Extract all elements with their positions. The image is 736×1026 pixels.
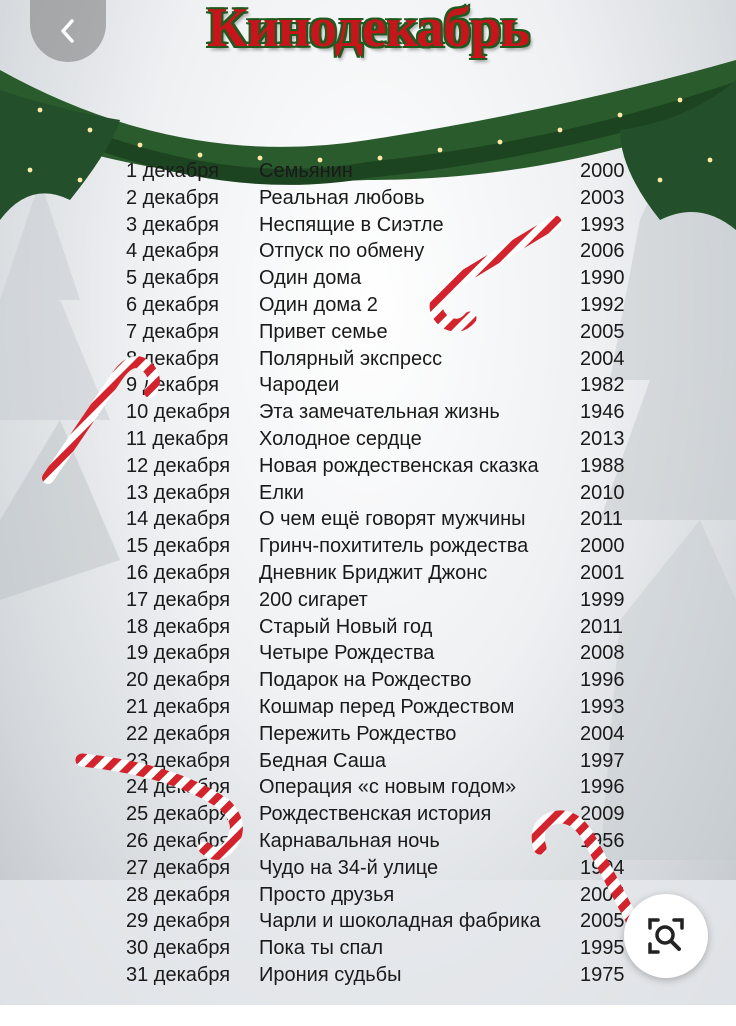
schedule-row: [0, 158, 736, 185]
schedule-date: 25 декабря: [126, 803, 231, 826]
movie-title: Дневник Бриджит Джонс: [259, 562, 488, 584]
schedule-row: [0, 774, 736, 801]
movie-title: Холодное сердце: [259, 428, 422, 450]
schedule-row: [0, 212, 736, 239]
release-year: 2000: [580, 535, 625, 558]
movie-title: Отпуск по обмену: [259, 240, 425, 263]
schedule-row: [0, 828, 736, 855]
schedule-date: 17 декабря: [126, 588, 231, 611]
movie-title: Привет семье: [259, 320, 388, 343]
movie-title: Один дома: [259, 267, 362, 290]
movie-title: Просто друзья: [259, 883, 395, 906]
schedule-date: 23 декабря: [126, 749, 231, 772]
schedule-row: [0, 721, 736, 748]
movie-title: Елки: [259, 481, 304, 504]
schedule-row: [0, 748, 736, 775]
release-year: 2000: [580, 160, 625, 182]
release-year: 1946: [580, 401, 625, 424]
movie-title: Рождественская история: [259, 803, 492, 826]
release-year: 1975: [580, 964, 625, 986]
visual-search-button[interactable]: [624, 894, 708, 978]
schedule-date: 21 декабря: [126, 696, 231, 718]
movie-title: Карнавальная ночь: [259, 830, 440, 852]
schedule-row: [0, 453, 736, 480]
schedule-date: 8 декабря: [126, 347, 219, 370]
release-year: 1992: [580, 294, 625, 316]
movie-title: Пережить Рождество: [259, 722, 457, 745]
schedule-date: 5 декабря: [126, 267, 219, 290]
schedule-date: 2 декабря: [126, 186, 219, 209]
schedule-date: 6 декабря: [126, 294, 219, 316]
release-year: 2004: [580, 722, 625, 745]
release-year: 1993: [580, 213, 625, 236]
schedule-row: [0, 372, 736, 399]
schedule-date: 3 декабря: [126, 213, 219, 236]
movie-title: Пока ты спал: [259, 937, 384, 960]
movie-title: Неспящие в Сиэтле: [259, 213, 444, 236]
schedule-row: [0, 587, 736, 614]
schedule-date: 7 декабря: [126, 320, 219, 343]
movie-title: Эта замечательная жизнь: [259, 401, 500, 424]
schedule-date: 4 декабря: [126, 240, 219, 263]
schedule-date: 18 декабря: [126, 615, 231, 638]
schedule-date: 1 декабря: [126, 160, 219, 182]
schedule-row: [0, 292, 736, 319]
movie-title: Реальная любовь: [259, 186, 425, 209]
schedule-date: 16 декабря: [126, 562, 231, 584]
release-year: 2003: [580, 186, 625, 209]
release-year: 2010: [580, 481, 625, 504]
release-year: 1995: [580, 937, 625, 960]
schedule-row: [0, 346, 736, 373]
movie-title: Подарок на Рождество: [259, 669, 472, 692]
schedule-date: 15 декабря: [126, 535, 231, 558]
schedule-date: 20 декабря: [126, 669, 231, 692]
movie-title: Чародеи: [259, 374, 340, 397]
schedule-row: [0, 426, 736, 453]
release-year: 1996: [580, 669, 625, 692]
schedule-row: [0, 480, 736, 507]
schedule-date: 10 декабря: [126, 401, 231, 424]
movie-title: Четыре Рождества: [259, 642, 435, 665]
release-year: 1996: [580, 776, 625, 799]
release-year: 1993: [580, 696, 625, 718]
release-year: 1994: [580, 856, 625, 879]
release-year: 2011: [580, 508, 624, 531]
schedule-row: [0, 855, 736, 882]
chevron-left-icon: [58, 17, 78, 45]
movie-title: Чарли и шоколадная фабрика: [259, 910, 541, 933]
release-year: 2005: [580, 320, 625, 343]
schedule-date: 12 декабря: [126, 454, 231, 477]
release-year: 2005: [580, 883, 625, 906]
release-year: 1990: [580, 267, 625, 290]
schedule-row: [0, 640, 736, 667]
release-year: 2011: [580, 615, 624, 638]
movie-title: Один дома 2: [259, 294, 378, 316]
movie-title: Полярный экспресс: [259, 347, 443, 370]
schedule-date: 9 декабря: [126, 374, 219, 397]
movie-title: Гринч-похититель рождества: [259, 535, 529, 558]
schedule-date: 28 декабря: [126, 883, 231, 906]
schedule-row: [0, 962, 736, 989]
release-year: 1999: [580, 588, 625, 611]
movie-title: Ирония судьбы: [259, 964, 402, 986]
release-year: 2004: [580, 347, 625, 370]
schedule-row: [0, 319, 736, 346]
release-year: 2008: [580, 642, 625, 665]
schedule-date: 26 декабря: [126, 830, 231, 852]
schedule-row: [0, 506, 736, 533]
schedule-date: 19 декабря: [126, 642, 231, 665]
schedule-date: 27 декабря: [126, 856, 231, 879]
release-year: 1988: [580, 454, 625, 477]
movie-title: Чудо на 34-й улице: [259, 856, 439, 879]
movie-title: Кошмар перед Рождеством: [259, 696, 515, 718]
movie-title: Семьянин: [259, 160, 353, 182]
release-year: 2001: [580, 562, 625, 584]
schedule-row: [0, 667, 736, 694]
schedule-row: [0, 801, 736, 828]
schedule-row: [0, 265, 736, 292]
poster-title: Кинодекабрь: [207, 0, 529, 59]
schedule-row: [0, 560, 736, 587]
schedule-date: 14 декабря: [126, 508, 231, 531]
schedule-date: 30 декабря: [126, 937, 231, 960]
release-year: 2009: [580, 803, 625, 826]
movie-title: Старый Новый год: [259, 615, 433, 638]
schedule-row: [0, 185, 736, 212]
release-year: 2005: [580, 910, 625, 933]
schedule-row: [0, 533, 736, 560]
release-year: 1956: [580, 830, 625, 852]
release-year: 2013: [580, 428, 625, 450]
movie-title: Новая рождественская сказка: [259, 454, 539, 477]
movie-title: Операция «с новым годом»: [259, 776, 517, 799]
movie-title: О чем ещё говорят мужчины: [259, 508, 526, 531]
schedule-date: 31 декабря: [126, 964, 231, 986]
release-year: 1997: [580, 749, 625, 772]
schedule-date: 13 декабря: [126, 481, 231, 504]
release-year: 1982: [580, 374, 625, 397]
schedule-row: [0, 694, 736, 721]
image-search-icon: [644, 914, 688, 958]
schedule-date: 22 декабря: [126, 722, 231, 745]
release-year: 2006: [580, 240, 625, 263]
movie-title: 200 сигарет: [259, 588, 368, 611]
schedule-date: 29 декабря: [126, 910, 231, 933]
schedule-date: 24 декабря: [126, 776, 231, 799]
schedule-row: [0, 238, 736, 265]
movie-title: Бедная Саша: [259, 749, 386, 772]
schedule-row: [0, 614, 736, 641]
schedule-row: [0, 882, 736, 909]
schedule-date: 11 декабря: [126, 428, 229, 450]
schedule-row: [0, 399, 736, 426]
